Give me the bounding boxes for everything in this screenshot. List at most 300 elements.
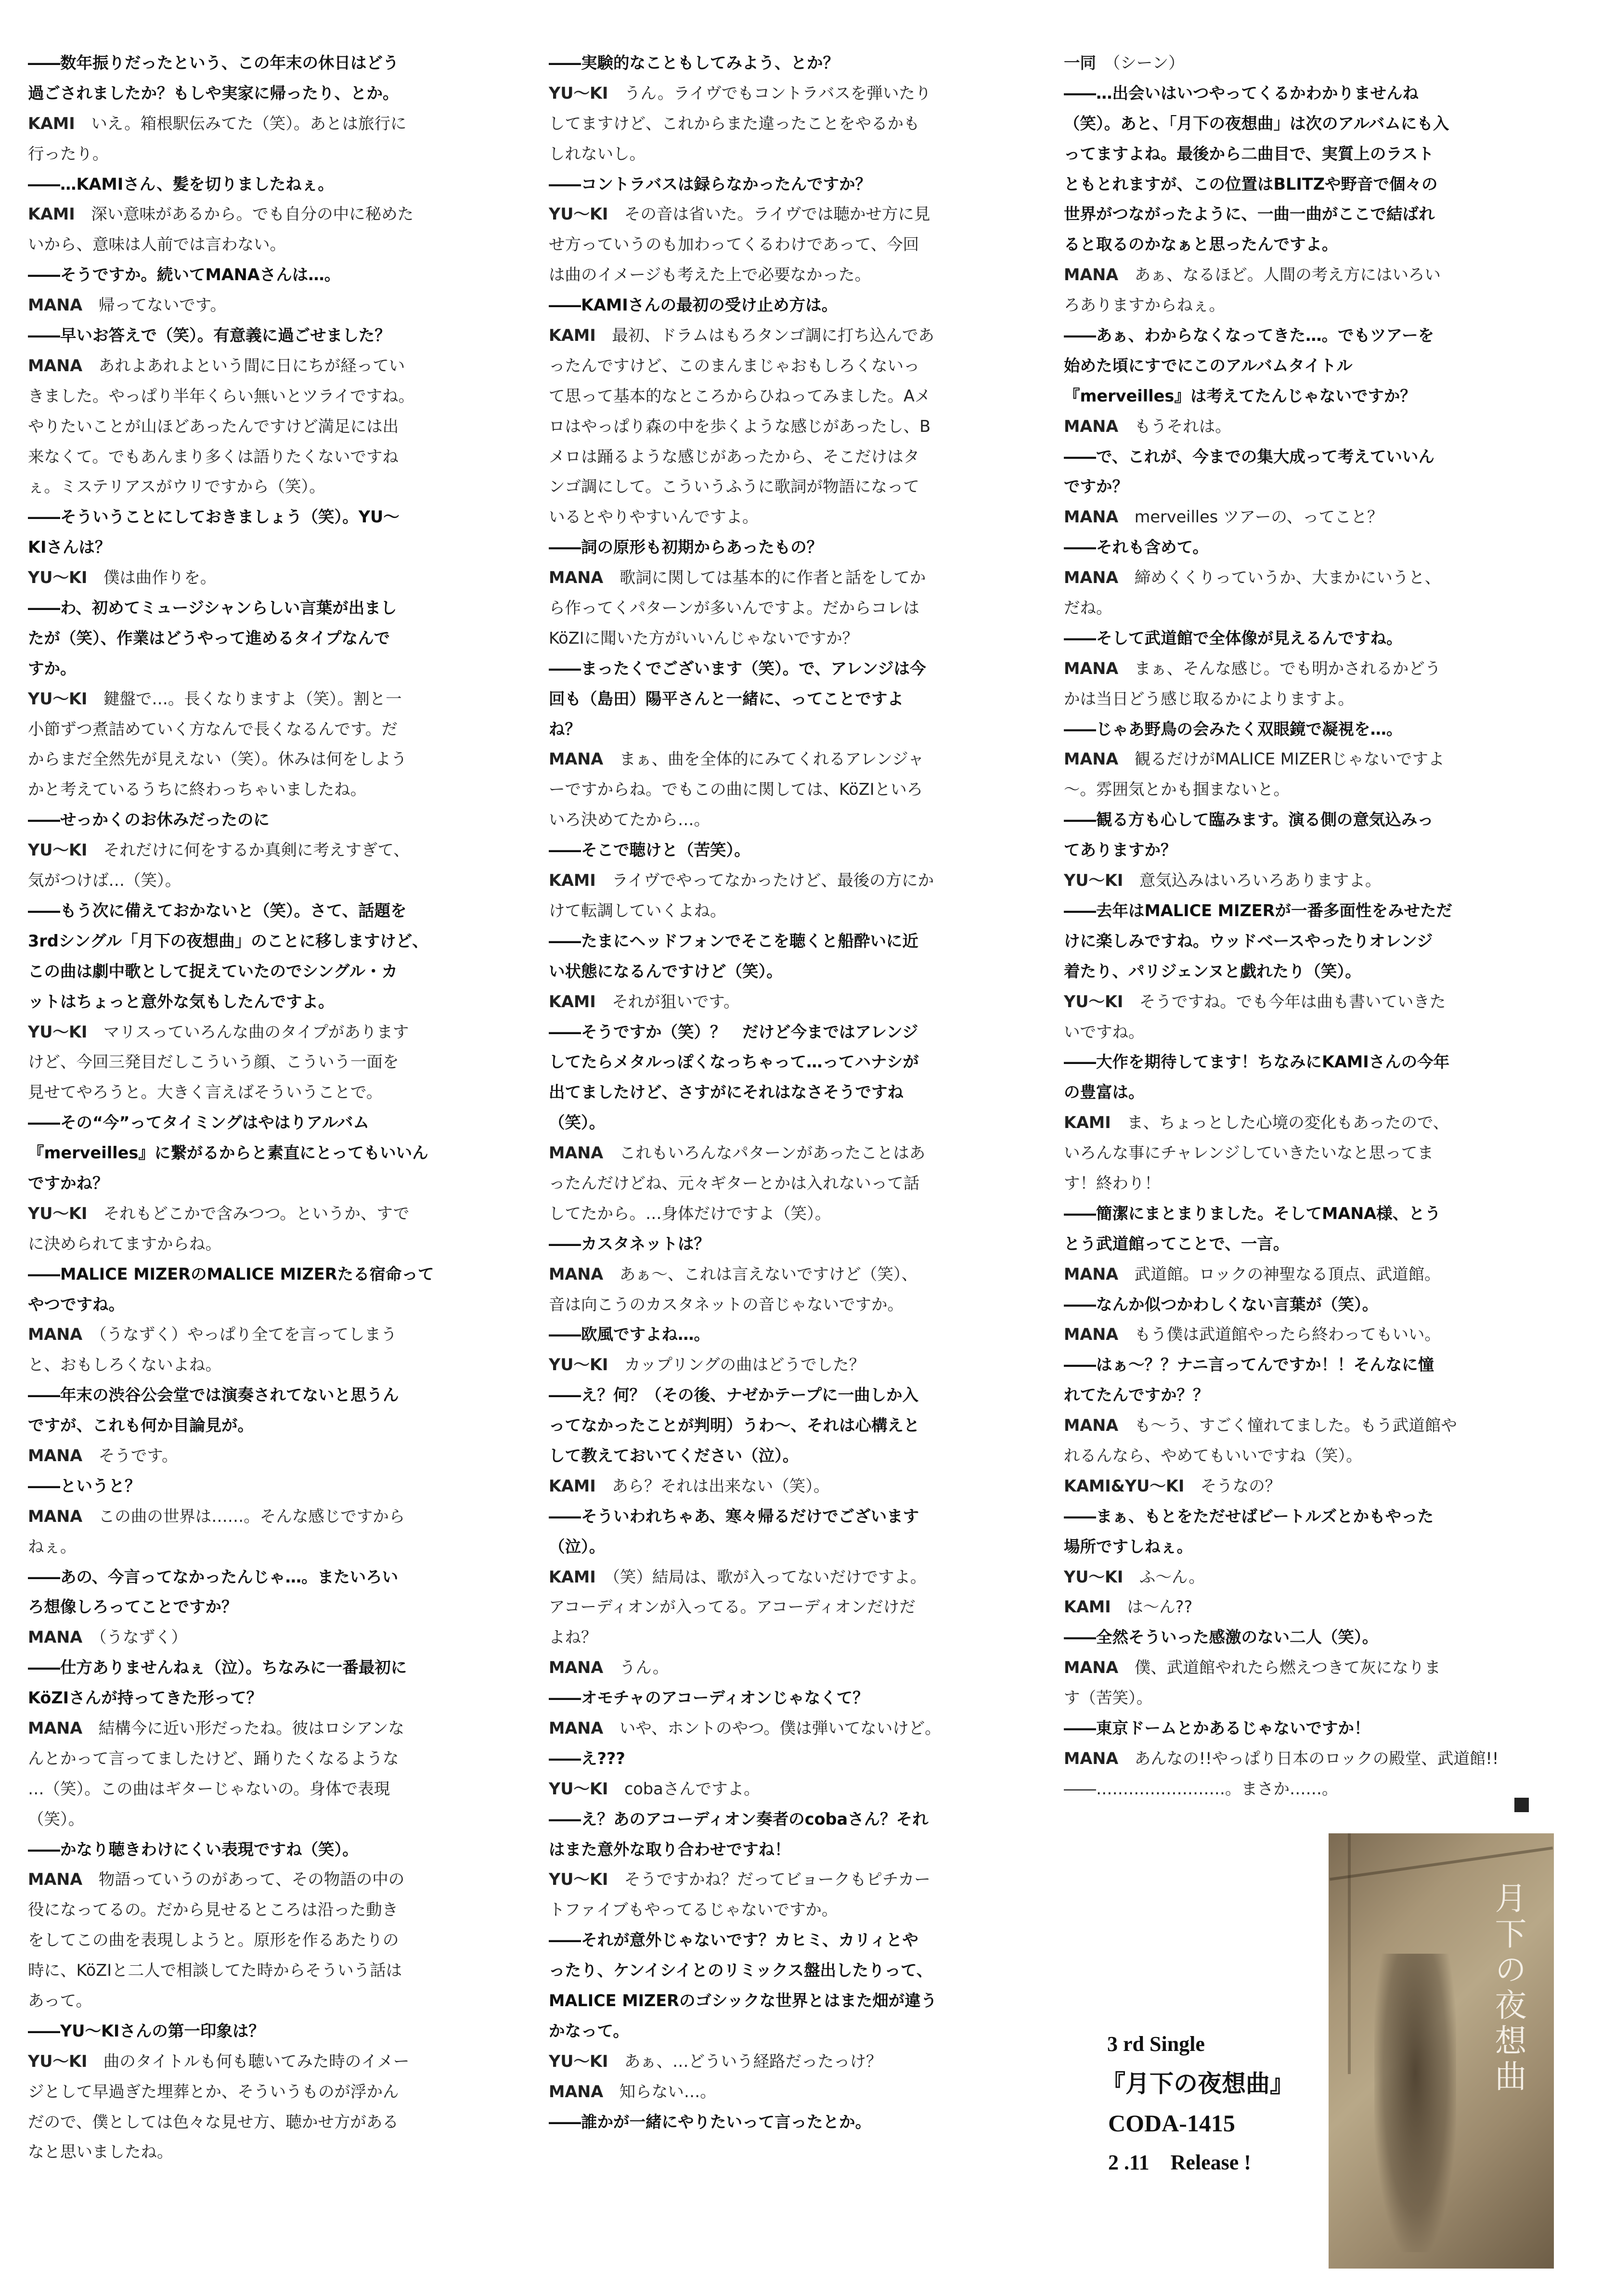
line-text: と、おもしろくないよね。	[28, 1355, 221, 1375]
line-text: 出てましたけど、さすがにそれはなさそうですね	[549, 1083, 904, 1102]
interviewer-line	[28, 48, 524, 78]
answer-line	[1064, 1471, 1545, 1502]
speaker-name: YU〜KI	[549, 1779, 608, 1798]
answer-line	[1064, 1592, 1545, 1622]
cover-silhouette	[1374, 1954, 1456, 2252]
interviewer-line	[1064, 351, 1545, 381]
speaker-name: YU〜KI	[1064, 871, 1124, 890]
answer-line	[549, 1713, 1030, 1744]
interviewer-line	[1064, 957, 1545, 987]
interviewer-line	[28, 169, 524, 200]
answer-line	[549, 1199, 1030, 1229]
line-text: あぁ、なるほど。人間の考え方にはいろい	[1134, 265, 1441, 285]
line-text: ――それが意外じゃないです？カヒミ、カリィとや	[549, 1931, 918, 1950]
line-text: ったんですけど、このまんまじゃおもしろくないっ	[549, 356, 920, 375]
line-text: もう僕は武道館やったら終わってもいい。	[1134, 1325, 1441, 1344]
interviewer-line	[549, 1804, 1030, 1835]
answer-line	[549, 78, 1030, 109]
speaker-name: MANA	[1064, 1325, 1119, 1344]
line-text: けて転調していくよね。	[549, 901, 726, 920]
line-text: いから、意味は人前では言わない。	[28, 235, 286, 254]
interviewer-line	[1064, 1047, 1545, 1077]
line-text: ットはちょっと意外な気もしたんですよ。	[28, 992, 335, 1011]
answer-line	[549, 866, 1030, 896]
interviewer-line	[28, 1835, 524, 1865]
interviewer-line	[1064, 896, 1545, 926]
interviewer-line	[549, 957, 1030, 987]
line-text: 世界がつながったように、一曲一曲がここで結ばれ	[1064, 205, 1435, 224]
speaker-name: MANA	[549, 1718, 604, 1738]
line-text: ――…出会いはいつやってくるかわかりませんね	[1064, 83, 1419, 103]
cover-window-bar	[1348, 1833, 1351, 2074]
line-text: 過ごされましたか？もしや実家に帰ったり、とか。	[28, 83, 399, 103]
answer-line	[28, 1774, 524, 1804]
answer-line	[1064, 744, 1545, 775]
speaker-name: YU〜KI	[549, 1355, 608, 1375]
line-text: merveilles ツアーの、ってこと？	[1134, 507, 1383, 527]
answer-line	[549, 2077, 1030, 2107]
interviewer-line	[549, 48, 1030, 78]
single-number: 3 rd Single	[1107, 2032, 1205, 2056]
answer-line	[1064, 1653, 1545, 1683]
line-text: いろんな事にチャレンジしていきたいなと思ってま	[1064, 1143, 1434, 1163]
line-text: 歌詞に関しては基本的に作者と話をしてか	[619, 568, 926, 587]
line-text: ――というと？	[28, 1476, 141, 1495]
line-text: 観るだけがMALICE MIZERじゃないですよ	[1134, 750, 1445, 769]
line-text: ――あぁ、わからなくなってきた…。でもツアーを	[1064, 326, 1434, 345]
line-text: ――カスタネットは？	[549, 1234, 710, 1253]
line-text: それもどこかで含みつつ。というか、すで	[103, 1204, 410, 1223]
line-text: きました。やっぱり半年くらい無いとツライですね。	[28, 386, 414, 405]
interviewer-line	[1064, 321, 1545, 351]
answer-line	[549, 1865, 1030, 1895]
interviewer-line	[1064, 109, 1545, 139]
answer-line	[28, 199, 524, 230]
speaker-name: YU〜KI	[28, 1204, 88, 1223]
line-text: ――年末の渋谷公会堂では演奏されてないと思うん	[28, 1386, 399, 1405]
line-text: ――その“今”ってタイミングはやはりアルバム	[28, 1113, 370, 1132]
single-release-info	[1101, 2024, 1323, 2182]
answer-line	[1064, 1744, 1545, 1774]
speaker-name: MANA	[549, 1658, 604, 1677]
answer-line	[28, 1744, 524, 1774]
answer-line	[28, 684, 524, 714]
line-text: ――もう次に備えておかないと（笑）。さて、話題を	[28, 901, 407, 920]
line-text: 回も（島田）陽平さんと一緒に、ってことですよ	[549, 689, 904, 708]
line-text: ――誰かが一緒にやりたいって言ったとか。	[549, 2112, 871, 2131]
answer-line	[28, 563, 524, 593]
answer-line	[28, 351, 524, 381]
speaker-name: KAMI&YU〜KI	[1064, 1476, 1185, 1495]
answer-line	[1064, 1320, 1545, 1350]
interviewer-line	[1064, 169, 1545, 200]
speaker-name: YU〜KI	[1064, 992, 1124, 1011]
speaker-name: MANA	[28, 296, 83, 315]
answer-line	[549, 230, 1030, 260]
answer-line	[1064, 1017, 1545, 1048]
line-text: ったんだけどね、元々ギターとかは入れないって話	[549, 1173, 920, 1193]
speaker-name: MANA	[1064, 1658, 1119, 1677]
interviewer-line	[1064, 532, 1545, 563]
line-text: ――それも含めて。	[1064, 538, 1209, 557]
interviewer-line	[549, 1835, 1030, 1865]
line-text: ですかね？	[28, 1173, 109, 1193]
line-text: ともとれますが、この位置はBLITZや野音で個々の	[1064, 174, 1438, 194]
line-text: ――全然そういった感激のない二人（笑）。	[1064, 1628, 1379, 1647]
line-text: 最初、ドラムはもろタンゴ調に打ち込んであ	[612, 326, 934, 345]
line-text: 役になってるの。だから見せるところは沿った動き	[28, 1900, 399, 1920]
speaker-name: KAMI	[28, 205, 75, 224]
speaker-name: MANA	[28, 1325, 83, 1344]
interviewer-line	[28, 1168, 524, 1199]
answer-line	[549, 1168, 1030, 1199]
interviewer-line	[1064, 1622, 1545, 1653]
line-text: は〜ん??	[1127, 1597, 1193, 1617]
answer-line	[1064, 1259, 1545, 1290]
line-text: たが（笑）、作業はどうやって進めるタイプなんで	[28, 628, 390, 648]
answer-line	[1064, 260, 1545, 290]
line-text: ってますよね。最後から二曲目で、実質上のラスト	[1064, 144, 1434, 163]
line-text: かは当日どう感じ取るかによりますよ。	[1064, 689, 1354, 708]
line-text: ――YU〜KIさんの第一印象は？	[28, 2021, 265, 2040]
answer-line	[28, 472, 524, 502]
answer-line	[549, 775, 1030, 805]
answer-line	[549, 1471, 1030, 1502]
line-text: この曲の世界は……。そんな感じですから	[98, 1506, 405, 1526]
answer-line	[28, 1320, 524, 1350]
line-text: 時に、KöZIと二人で相談してた時からそういう話は	[28, 1961, 402, 1980]
interviewer-line	[28, 987, 524, 1017]
interviewer-line	[549, 1441, 1030, 1471]
line-text: 3rdシングル「月下の夜想曲」のことに移しますけど、	[28, 931, 428, 950]
interviewer-line	[549, 1532, 1030, 1562]
interviewer-line	[549, 1956, 1030, 1986]
interviewer-line	[549, 1380, 1030, 1411]
interviewer-line	[549, 1229, 1030, 1259]
interviewer-line	[1064, 714, 1545, 745]
answer-line	[549, 1622, 1030, 1653]
answer-line	[1064, 866, 1545, 896]
line-text: ですか？	[1064, 477, 1128, 496]
line-text: て思って基本的なところからひねってみました。Aメ	[549, 386, 931, 405]
line-text: うん。ライヴでもコントラバスを弾いたり	[624, 83, 931, 103]
answer-line	[28, 1986, 524, 2016]
answer-line	[28, 1956, 524, 1986]
interviewer-line	[1064, 199, 1545, 230]
speaker-name: YU〜KI	[549, 2051, 608, 2071]
interviewer-line	[1064, 926, 1545, 957]
answer-line	[28, 1077, 524, 1108]
line-text: 〜。雰囲気とかも掴まないと。	[1064, 780, 1290, 799]
answer-line	[1064, 1168, 1545, 1199]
line-text: ――せっかくのお休みだったのに	[28, 810, 270, 830]
interviewer-line	[549, 1925, 1030, 1956]
answer-line	[549, 412, 1030, 442]
interviewer-line	[1064, 1199, 1545, 1229]
speaker-name: YU〜KI	[549, 83, 608, 103]
answer-line	[549, 896, 1030, 926]
speaker-name: YU〜KI	[549, 205, 608, 224]
line-text: てありますか？	[1064, 841, 1177, 860]
line-text: ジとして早過ぎた埋葬とか、そういうものが浮かん	[28, 2082, 399, 2101]
answer-line	[1064, 502, 1545, 532]
line-text: 僕、武道館やれたら燃えつきて灰になりま	[1134, 1658, 1441, 1677]
answer-line	[549, 109, 1030, 139]
line-text: も〜う、すごく憧れてました。もう武道館や	[1134, 1416, 1457, 1435]
answer-line	[28, 1502, 524, 1532]
interviewer-line	[1064, 472, 1545, 502]
answer-line	[28, 1713, 524, 1744]
line-text: れるんなら、やめてもいいですね（笑）。	[1064, 1446, 1362, 1465]
answer-line	[28, 2137, 524, 2167]
interviewer-line	[1064, 623, 1545, 654]
interviewer-line	[549, 684, 1030, 714]
answer-line	[549, 139, 1030, 169]
line-text: ねぇ。	[28, 1537, 77, 1556]
line-text: いろ決めてたから…。	[549, 810, 710, 830]
line-text: メロは踊るような感じがあったから、そこだけはタ	[549, 447, 920, 466]
line-text: （笑）。あと、「月下の夜想曲」は次のアルバムにも入	[1064, 114, 1449, 133]
interviewer-line	[28, 260, 524, 290]
line-text: ぇ。ミステリアスがウリですから（笑）。	[28, 477, 325, 496]
line-text: （うなずく）	[98, 1628, 187, 1647]
answer-line	[1064, 412, 1545, 442]
speaker-name: MANA	[549, 568, 604, 587]
interview-column-2	[549, 48, 1030, 2137]
interviewer-line	[28, 1683, 524, 1713]
answer-line	[28, 139, 524, 169]
answer-line	[549, 1350, 1030, 1380]
interviewer-line	[549, 1017, 1030, 1048]
line-text: ――そうですか。続いてMANAさんは…。	[28, 265, 341, 285]
answer-line	[549, 321, 1030, 351]
line-text: KIさんは？	[28, 538, 111, 557]
answer-line	[28, 1229, 524, 1259]
interviewer-line	[28, 1259, 524, 1290]
interviewer-line	[28, 1653, 524, 1683]
speaker-name: KAMI	[1064, 1113, 1111, 1132]
line-text: やつですね。	[28, 1295, 125, 1314]
interviewer-line	[1064, 1290, 1545, 1320]
speaker-name: YU〜KI	[28, 689, 88, 708]
answer-line	[549, 1562, 1030, 1593]
line-text: アコーディオンが入ってる。アコーディオンだけだ	[549, 1597, 916, 1617]
line-text: す（苦笑）。	[1064, 1688, 1153, 1708]
single-title: 『月下の夜想曲』	[1101, 2069, 1294, 2098]
end-mark	[1514, 1798, 1529, 1812]
line-text: してますけど、これからまた違ったことをやるかも	[549, 114, 920, 133]
line-text: ――欧風ですよね…。	[549, 1325, 710, 1344]
line-text: （笑）。	[549, 1113, 606, 1132]
interview-column-3	[1064, 48, 1545, 1804]
interviewer-line	[549, 169, 1030, 200]
line-text: いえ。箱根駅伝みてた（笑）。あとは旅行に	[91, 114, 407, 133]
line-text: ロはやっぱり森の中を歩くような感じがあったし、B	[549, 416, 931, 436]
line-text: ――え???	[549, 1749, 625, 1768]
speaker-name: YU〜KI	[28, 2051, 88, 2071]
line-text: 深い意味があるから。でも自分の中に秘めた	[91, 205, 414, 224]
line-text: かと考えているうちに終わっちゃいましたね。	[28, 780, 367, 799]
interviewer-line	[28, 1471, 524, 1502]
interviewer-line	[28, 502, 524, 532]
line-text: 着たり、パリジェンヌと戯れたり（笑）。	[1064, 961, 1361, 981]
speaker-name: KAMI	[549, 871, 596, 890]
line-text: 武道館。ロックの神聖なる頂点、武道館。	[1134, 1264, 1441, 1284]
line-text: あんなの!!やっぱり日本のロックの殿堂、武道館!!	[1134, 1749, 1499, 1768]
line-text: 音は向こうのカスタネットの音じゃないですか。	[549, 1295, 904, 1314]
line-text: ――まぁ、もとをただせばビートルズとかもやった	[1064, 1506, 1434, 1526]
line-text: あぁ〜、これは言えないですけど（笑）、	[619, 1264, 918, 1284]
answer-line	[28, 744, 524, 775]
line-text: ――簡潔にまとまりました。そしてMANA様、とう	[1064, 1204, 1441, 1223]
line-text: トファイブもやってるじゃないですか。	[549, 1900, 838, 1920]
answer-line	[28, 775, 524, 805]
line-text: 知らない…。	[619, 2082, 716, 2101]
line-text: ――そこで聴けと（苦笑）。	[549, 841, 750, 860]
speaker-name: KAMI	[28, 114, 75, 133]
speaker-name: KAMI	[549, 1567, 596, 1586]
answer-line	[28, 412, 524, 442]
speaker-name: MANA	[549, 1264, 604, 1284]
line-text: ――早いお答えで（笑）。有意義に過ごせました？	[28, 326, 391, 345]
interviewer-line	[1064, 835, 1545, 866]
interviewer-line	[549, 1320, 1030, 1350]
line-text: いるとやりやすいんですよ。	[549, 507, 759, 527]
line-text: KöZIさんが持ってきた形って？	[28, 1688, 263, 1708]
line-text: してたらメタルっぽくなっちゃって…ってハナシが	[549, 1052, 919, 1072]
speaker-name: MANA	[28, 356, 83, 375]
answer-line	[28, 1925, 524, 1956]
line-text: それが狙いです。	[612, 992, 740, 1011]
answer-line	[28, 109, 524, 139]
line-text: 見せてやろうと。大きく言えばそういうことで。	[28, 1083, 383, 1102]
answer-line	[1064, 1683, 1545, 1713]
line-text: ――…KAMIさん、髪を切りましたねぇ。	[28, 174, 334, 194]
answer-line	[549, 2047, 1030, 2077]
answer-line	[28, 442, 524, 472]
interviewer-line	[549, 532, 1030, 563]
answer-line	[28, 1895, 524, 1925]
speaker-name: MANA	[28, 1506, 83, 1526]
interviewer-line	[1064, 1077, 1545, 1108]
line-text: いや、ホントのやつ。僕は弾いてないけど。	[619, 1718, 941, 1738]
line-text: そうです。	[98, 1446, 178, 1465]
line-text: ――はぁ〜？？ナニ言ってんですか！！そんなに憧	[1064, 1355, 1434, 1375]
answer-line	[28, 1047, 524, 1077]
line-text: ――……………………。まさか……。	[1064, 1779, 1338, 1798]
line-text: （笑）結局は、歌が入ってないだけですよ。	[612, 1567, 927, 1586]
line-text: 始めた頃にすでにこのアルバムタイトル	[1064, 356, 1353, 375]
speaker-name: MANA	[28, 1446, 83, 1465]
interviewer-line	[549, 2107, 1030, 2138]
answer-line	[549, 442, 1030, 472]
answer-line	[549, 1592, 1030, 1622]
answer-line	[1064, 775, 1545, 805]
line-text: うん。	[619, 1658, 669, 1677]
line-text: をしてこの曲を表現しようと。原形を作るあたりの	[28, 1931, 399, 1950]
answer-line	[1064, 290, 1545, 321]
line-text: んとかって言ってましたけど、踊りたくなるような	[28, 1749, 399, 1768]
interviewer-line	[549, 926, 1030, 957]
interviewer-line	[28, 1290, 524, 1320]
line-text: ――わ、初めてミュージシャンらしい言葉が出まし	[28, 598, 397, 618]
answer-line	[28, 1622, 524, 1653]
answer-line	[1064, 593, 1545, 623]
answer-line	[549, 472, 1030, 502]
line-text: からまだ全然先が見えない（笑）。休みは何をしよう	[28, 750, 407, 769]
line-text: まぁ、曲を全体的にみてくれるアレンジャ	[619, 750, 924, 769]
speaker-name: YU〜KI	[549, 1870, 608, 1889]
interviewer-line	[28, 1592, 524, 1622]
line-text: あぁ、…どういう経路だったっけ？	[624, 2051, 882, 2071]
interviewer-line	[28, 2016, 524, 2047]
line-text: 物語っていうのがあって、その物語の中の	[98, 1870, 405, 1889]
speaker-name: KAMI	[549, 1476, 596, 1495]
answer-line	[28, 2077, 524, 2107]
interview-column-1	[28, 48, 524, 2167]
interviewer-line	[549, 1502, 1030, 1532]
line-text: ――で、これが、今までの集大成って考えていいん	[1064, 447, 1434, 466]
line-text: そうですね。でも今年は曲も書いていきた	[1139, 992, 1446, 1011]
line-text: して教えておいてください（泣）。	[549, 1446, 799, 1465]
speaker-name: MANA	[549, 2082, 604, 2101]
answer-line	[549, 351, 1030, 381]
interviewer-line	[1064, 230, 1545, 260]
line-text: ――KAMIさんの最初の受け止め方は。	[549, 296, 838, 315]
line-text: ――オモチャのアコーディオンじゃなくて？	[549, 1688, 869, 1708]
line-text: ――東京ドームとかあるじゃないですか！	[1064, 1718, 1370, 1738]
cover-title: 月下の夜想曲	[1489, 1881, 1526, 2095]
speaker-name: MANA	[1064, 1264, 1119, 1284]
answer-line	[549, 563, 1030, 593]
line-text: ま、ちょっとした心境の変化もあったので、	[1127, 1113, 1449, 1132]
interviewer-line	[1064, 78, 1545, 109]
line-text: ってなかったことが判明）うわ〜、それは心構えと	[549, 1416, 920, 1435]
line-text: ――仕方ありませんねぇ（泣）。ちなみに一番最初に	[28, 1658, 407, 1677]
line-text: もうそれは。	[1134, 416, 1231, 436]
line-text: 僕は曲作りを。	[103, 568, 217, 587]
line-text: …（笑）。この曲はギターじゃないの。身体で表現	[28, 1779, 390, 1798]
interviewer-line	[28, 805, 524, 835]
line-text: それだけに何をするか真剣に考えすぎて、	[103, 841, 410, 860]
interviewer-line	[28, 1562, 524, 1593]
line-text: ら作ってくパターンが多いんですよ。だからコレは	[549, 598, 919, 618]
interviewer-line	[1064, 442, 1545, 472]
answer-line	[549, 593, 1030, 623]
speaker-name: YU〜KI	[1064, 1567, 1124, 1586]
cover-window-frame	[1330, 1846, 1553, 1881]
line-text: そうなの？	[1200, 1476, 1281, 1495]
interviewer-line	[28, 1380, 524, 1411]
interviewer-line	[28, 321, 524, 351]
speaker-name: KAMI	[549, 992, 596, 1011]
answer-line	[28, 835, 524, 866]
line-text: す！終わり！	[1064, 1173, 1161, 1193]
line-text: ――MALICE MIZERのMALICE MIZERたる宿命って	[28, 1264, 434, 1284]
line-text: ね？	[549, 719, 581, 739]
line-text: ――大作を期待してます！ちなみにKAMIさんの今年	[1064, 1052, 1450, 1072]
answer-line	[28, 290, 524, 321]
line-text: 気がつけば…（笑）。	[28, 871, 181, 890]
line-text: ――実験的なこともしてみよう、とか？	[549, 53, 839, 72]
interviewer-line	[549, 290, 1030, 321]
speaker-name: MANA	[1064, 659, 1119, 678]
answer-line	[1064, 1108, 1545, 1138]
line-text: ――え？あのアコーディオン奏者のcobaさん？それ	[549, 1809, 929, 1829]
answer-line	[549, 623, 1030, 654]
speaker-name: MANA	[28, 1628, 83, 1647]
answer-line	[28, 1199, 524, 1229]
